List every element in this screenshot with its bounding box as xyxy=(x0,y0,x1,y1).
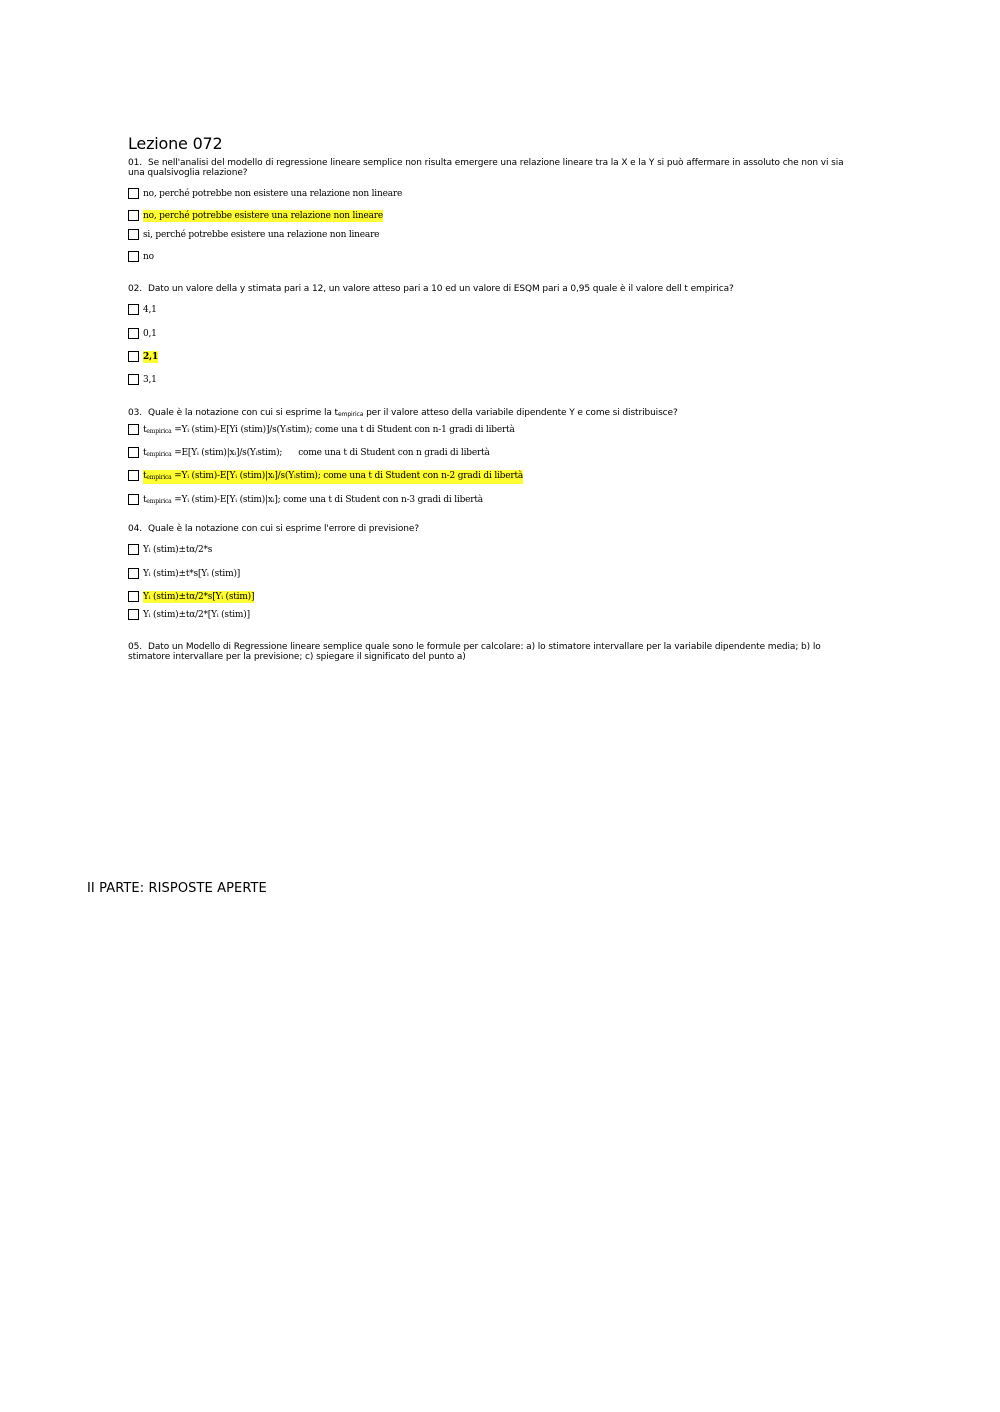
checkbox[interactable] xyxy=(128,351,139,362)
checkbox[interactable] xyxy=(128,591,139,602)
option-text-correct: Yᵢ (stim)±tα/2*s[Yᵢ (stim)] xyxy=(143,592,255,602)
checkbox[interactable] xyxy=(128,374,139,385)
option-text-correct: no, perché potrebbe esistere una relazione non lineare xyxy=(143,211,384,221)
question-text: Dato un Modello di Regressione lineare semplice quale sono le formule per calcolare: a) lo stimatore intervallare per la variabile dipendente media; b) lo stimatore intervallare per la previsione; c) spiegare il significato del punto a) xyxy=(128,642,821,662)
checkbox[interactable] xyxy=(128,251,139,262)
checkbox[interactable] xyxy=(128,229,139,240)
checkbox[interactable] xyxy=(128,210,139,221)
checkbox[interactable] xyxy=(128,188,139,199)
option-text: 3,1 xyxy=(143,375,157,385)
question-text-pre: Quale è la notazione con cui si esprime la t xyxy=(148,408,338,418)
checkbox[interactable] xyxy=(128,609,139,620)
checkbox[interactable] xyxy=(128,494,139,505)
option-text-correct: tempirica =Yᵢ (stim)-E[Yᵢ (stim)|xᵢ]/s(Yᵢstim); come una t di Student con n-2 gradi di libertà xyxy=(143,470,523,484)
question-text: Dato un valore della y stimata pari a 12, un valore atteso pari a 10 ed un valore di ESQM pari a 0,95 quale è il valore dell t empirica? xyxy=(148,284,734,294)
question-text-sub: empirica xyxy=(337,411,364,418)
option-text: Yᵢ (stim)±t*s[Yᵢ (stim)] xyxy=(143,569,241,579)
checkbox[interactable] xyxy=(128,568,139,579)
question-number: 05. xyxy=(128,642,143,652)
checkbox[interactable] xyxy=(128,304,139,315)
question-05 xyxy=(128,642,840,662)
option-text: tempirica =Yᵢ (stim)-E[Yᵢ (stim)|xᵢ]; come una t di Student con n-3 gradi di libertà xyxy=(143,495,483,505)
question-03 xyxy=(128,408,856,420)
option-text: 4,1 xyxy=(143,305,157,315)
option-text: no xyxy=(143,252,154,262)
question-text: Quale è la notazione con cui si esprime l'errore di previsione? xyxy=(148,524,419,534)
checkbox[interactable] xyxy=(128,424,139,435)
question-number: 03. xyxy=(128,408,143,418)
option-text: tempirica =Yᵢ (stim)-E[Yi (stim)]/s(Yᵢstim); come una t di Student con n-1 gradi di libertà xyxy=(143,425,515,435)
checkbox[interactable] xyxy=(128,447,139,458)
option-text: 0,1 xyxy=(143,329,157,339)
option-text: tempirica =E[Yᵢ (stim)|xᵢ]/s(Yᵢstim); come una t di Student con n gradi di libertà xyxy=(143,448,490,458)
question-number: 04. xyxy=(128,524,143,534)
option-text: no, perché potrebbe non esistere una relazione non lineare xyxy=(143,189,403,199)
question-01 xyxy=(128,158,856,178)
checkbox[interactable] xyxy=(128,470,139,481)
question-02 xyxy=(128,284,856,294)
section-title: II PARTE: RISPOSTE APERTE xyxy=(87,881,267,896)
question-04 xyxy=(128,524,856,534)
question-text-post: per il valore atteso della variabile dipendente Y e come si distribuisce? xyxy=(363,408,678,418)
question-number: 02. xyxy=(128,284,143,294)
option-text: Yᵢ (stim)±tα/2*[Yᵢ (stim)] xyxy=(143,610,250,620)
option-text: Yᵢ (stim)±tα/2*s xyxy=(143,545,213,555)
option-text: si, perché potrebbe esistere una relazione non lineare xyxy=(143,230,380,240)
checkbox[interactable] xyxy=(128,544,139,555)
checkbox[interactable] xyxy=(128,328,139,339)
question-text: Se nell'analisi del modello di regressione lineare semplice non risulta emergere una relazione lineare tra la X e la Y si può affermare in assoluto che non vi sia una qualsivoglia relazione? xyxy=(128,158,844,178)
question-number: 01. xyxy=(128,158,143,168)
option-text-correct: 2,1 xyxy=(143,352,159,362)
lesson-title: Lezione 072 xyxy=(128,134,223,153)
